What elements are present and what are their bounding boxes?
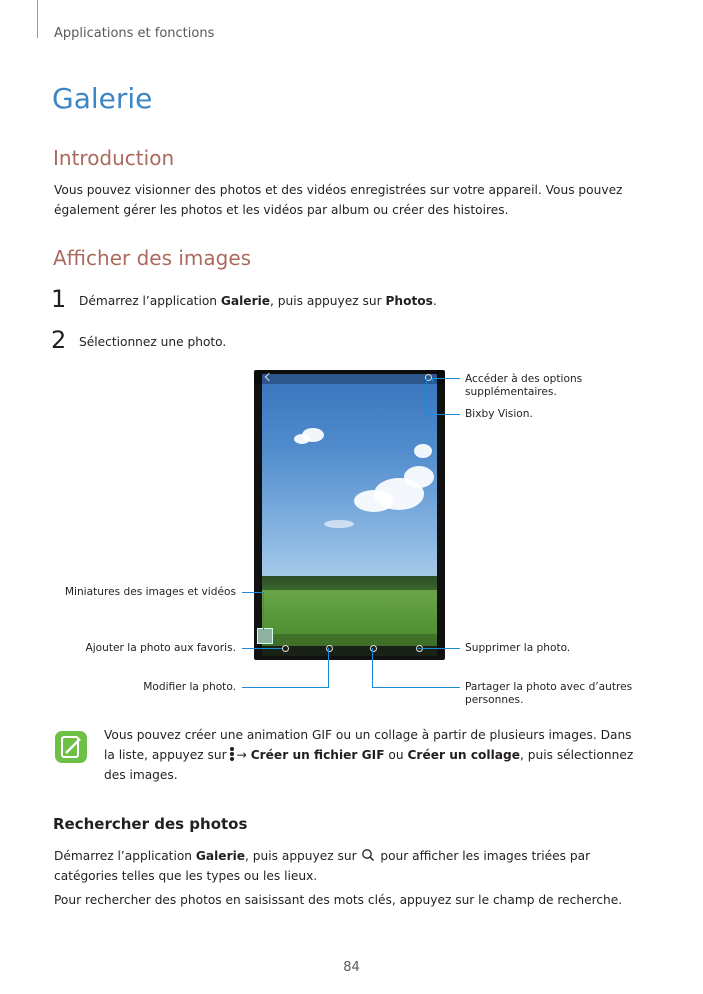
callout-favorite: Ajouter la photo aux favoris. [85, 642, 236, 654]
search-icon [361, 848, 375, 862]
gallery-photo-screenshot [254, 370, 445, 660]
note-text: Vous pouvez créer une animation GIF ou un collage à partir de plusieurs images. Dans la liste, appuyez sur → Créer un fichier GIF ou Créer un collage, puis sélectionnez des images. [104, 728, 634, 782]
callout-line [426, 378, 427, 414]
cloud [404, 466, 434, 488]
callout-share: Partager la photo avec d’autres personnes. [465, 681, 633, 706]
callout-line [426, 414, 460, 415]
cloud [354, 490, 394, 512]
cloud [414, 444, 432, 458]
introduction-text: Vous pouvez visionner des photos et des vidéos enregistrées sur votre appareil. Vous pouvez également gérer les photos et les vidéos par album ou créer des histoires. [54, 183, 623, 217]
thumbnail-strip[interactable] [257, 628, 273, 644]
callout-line [242, 687, 329, 688]
callout-edit: Modifier la photo. [143, 681, 236, 693]
callout-bixby-vision: Bixby Vision. [465, 408, 533, 420]
photo-bottom-bar [262, 634, 437, 656]
callout-line [242, 592, 264, 593]
introduction-heading: Introduction [53, 146, 175, 170]
callout-line [242, 648, 282, 649]
step-2-text: Sélectionnez une photo. [79, 335, 227, 349]
view-images-heading: Afficher des images [53, 246, 252, 270]
page-title: Galerie [52, 82, 153, 115]
callout-line [372, 648, 373, 688]
cloud [294, 434, 310, 444]
callout-thumbnails: Miniatures des images et vidéos [64, 586, 236, 598]
more-options-icon [229, 746, 235, 762]
section-header: Applications et fonctions [54, 26, 215, 41]
callout-delete: Supprimer la photo. [465, 642, 571, 654]
search-heading: Rechercher des photos [53, 815, 248, 833]
callout-line [432, 378, 460, 379]
search-paragraph-1: Démarrez l’application Galerie, puis appuyez sur pour afficher les images triées par catégories telles que les types ou les lieux. [54, 849, 591, 883]
callout-line [418, 648, 460, 649]
callout-line [372, 687, 460, 688]
step-2-number: 2 [51, 326, 67, 354]
search-paragraph-2: Pour rechercher des photos en saisissant des mots clés, appuyez sur le champ de recherche. [54, 893, 623, 907]
page-margin-bar [37, 0, 38, 38]
page-number: 84 [343, 960, 360, 975]
step-1-number: 1 [51, 285, 67, 313]
callout-line [328, 648, 329, 688]
photo-top-bar [254, 370, 445, 384]
step-1-text: Démarrez l’application Galerie, puis appuyez sur Photos. [79, 294, 437, 308]
callout-line [432, 378, 433, 382]
note-icon [55, 731, 87, 763]
favorite-icon[interactable] [282, 645, 289, 652]
cloud [324, 520, 354, 528]
callout-more-options: Accéder à des options supplémentaires. [465, 373, 583, 398]
callout-line [263, 592, 264, 630]
